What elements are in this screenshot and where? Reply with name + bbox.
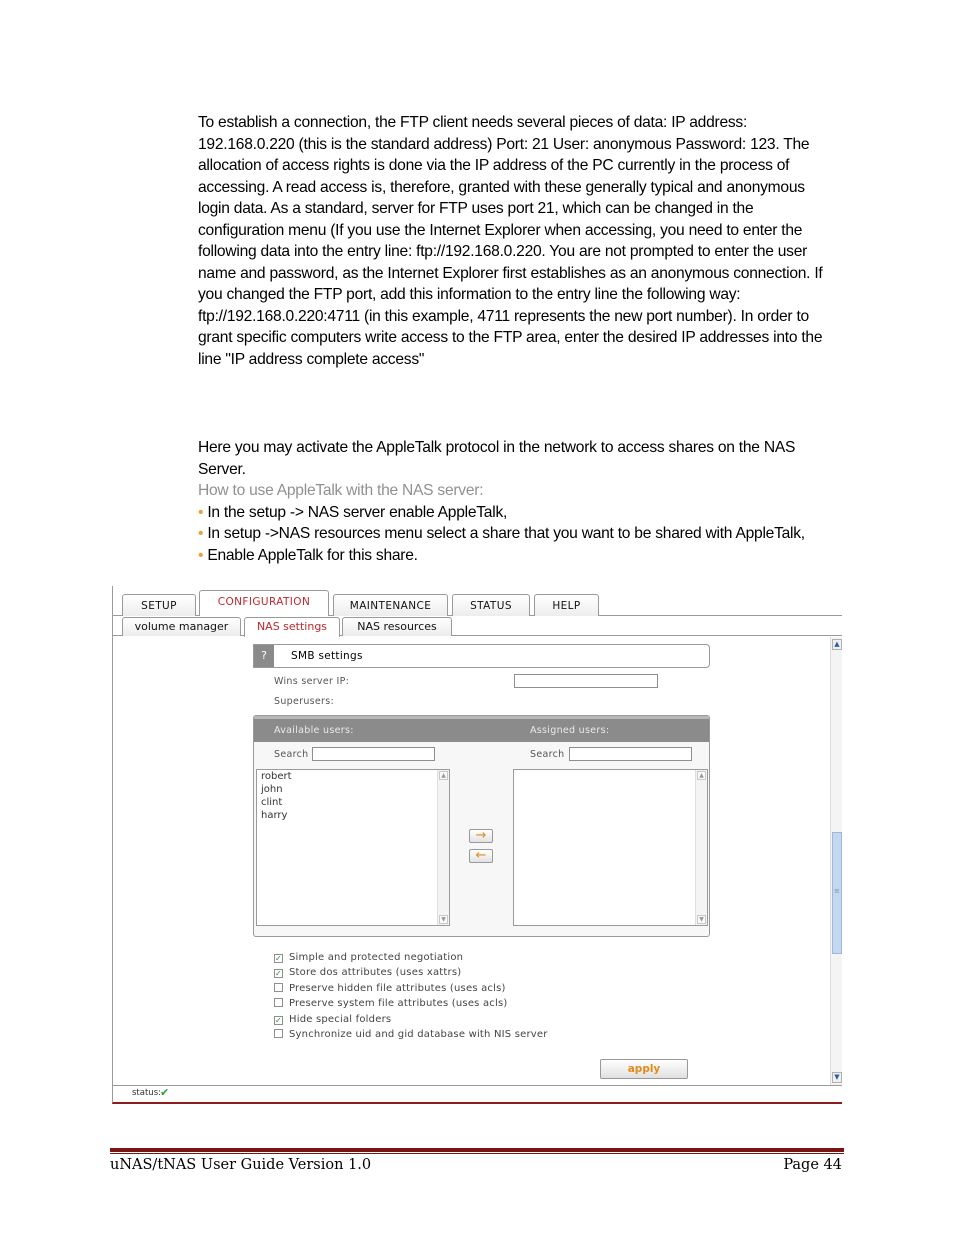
help-icon[interactable]: ?	[254, 645, 274, 667]
available-users-list[interactable]	[256, 769, 450, 926]
status-bar	[113, 1085, 842, 1102]
option-preserve-system[interactable]: Preserve system file attributes (uses acls)	[274, 998, 507, 1009]
scroll-down-icon[interactable]: ▼	[697, 915, 706, 924]
assigned-users-label: Assigned users:	[530, 725, 610, 736]
check-icon: ✔	[160, 1086, 170, 1099]
tab-help[interactable]: HELP	[534, 594, 599, 616]
search-label: Search	[530, 749, 565, 760]
tab-setup[interactable]: SETUP	[122, 594, 196, 616]
wins-server-input[interactable]	[514, 674, 658, 688]
bullet-icon: •	[198, 503, 204, 521]
superusers-label: Superusers:	[274, 696, 335, 707]
option-simple-protected-negotiation[interactable]: ✓ Simple and protected negotiation	[275, 952, 464, 963]
sub-tab-bar	[113, 616, 842, 636]
subtab-nas-settings[interactable]: NAS settings	[244, 617, 340, 637]
footer-doc-title: uNAS/tNAS User Guide Version 1.0	[110, 1157, 372, 1173]
list-item[interactable]: harry	[261, 810, 288, 821]
subtab-volume-manager[interactable]: volume manager	[122, 617, 241, 636]
bullet-item: • Enable AppleTalk for this share.	[198, 546, 418, 564]
ftp-connection-paragraph: To establish a connection, the FTP client needs several pieces of data: IP address: 192.168.0.220 (this is the standard address) Port: 21 User: anonymous Password: 123. The allocation of access rights is done via the IP address of the PC currently in the process of accessing. A read access is, therefore, granted with these generally typical and anonymous login data. As a standard, server for FTP uses port 21, which can be changed in the configuration menu (If you use the Internet Explorer when accessing, you need to enter the following data into the entry line: ftp://192.168.0.220. You are not prompted to enter the user name and password, as the Internet Explorer first establishes as an anonymous connection. If you changed the FTP port, add this information to the entry line the following way: ftp://192.168.0.220:4711 (in this example, 4711 represents the new port number). In order to grant specific computers write access to the FTP area, enter the desired IP addresses into the line "IP address complete access"	[198, 114, 823, 368]
page-scrollbar[interactable]	[830, 637, 842, 1085]
bullet-icon: •	[198, 525, 204, 542]
status-label: status:	[132, 1088, 161, 1098]
section-title: SMB settings	[291, 650, 363, 662]
checkbox[interactable]: ✓	[275, 954, 282, 963]
checkbox[interactable]	[274, 1029, 283, 1038]
available-search-input[interactable]	[312, 747, 435, 761]
tab-configuration[interactable]: CONFIGURATION	[199, 590, 329, 616]
list-item[interactable]: clint	[261, 797, 283, 808]
assigned-search-input[interactable]	[569, 747, 692, 761]
users-panel-header	[254, 716, 709, 742]
bullet-item: • In setup ->NAS resources menu select a share that you want to be shared with AppleTalk,	[198, 525, 805, 542]
search-label: Search	[274, 749, 309, 760]
scroll-up-icon[interactable]: ▲	[697, 771, 706, 780]
list-item[interactable]: robert	[261, 771, 292, 782]
option-store-dos-attributes[interactable]: ✓ Store dos attributes (uses xattrs)	[275, 967, 462, 978]
tab-status[interactable]: STATUS	[452, 594, 530, 616]
option-hide-special-folders[interactable]: ✓ Hide special folders	[275, 1014, 392, 1025]
nas-settings-screenshot	[112, 586, 842, 1104]
settings-content	[113, 637, 829, 1085]
checkbox[interactable]: ✓	[275, 1016, 282, 1025]
smb-settings-header	[253, 644, 710, 668]
footer-rule	[110, 1153, 844, 1154]
bullet-item: • In the setup -> NAS server enable AppleTalk,	[198, 503, 508, 521]
grip-icon: ≡	[834, 887, 840, 895]
footer-rule	[110, 1148, 844, 1152]
scroll-up-icon[interactable]: ▲	[439, 771, 448, 780]
main-tab-bar	[113, 590, 842, 616]
list-scrollbar[interactable]	[695, 770, 707, 925]
assigned-users-list[interactable]	[513, 769, 708, 926]
move-right-button[interactable]: →	[469, 829, 493, 843]
bullet-icon: •	[198, 546, 204, 564]
wins-server-label: Wins server IP:	[274, 676, 350, 687]
appletalk-section	[198, 437, 840, 566]
available-users-label: Available users:	[274, 725, 354, 736]
apply-button[interactable]: apply	[600, 1059, 688, 1079]
appletalk-howto-heading: How to use AppleTalk with the NAS server:	[198, 482, 484, 499]
move-left-button[interactable]: ←	[469, 849, 493, 863]
subtab-nas-resources[interactable]: NAS resources	[342, 617, 452, 636]
list-item[interactable]: john	[261, 784, 283, 795]
scroll-up-icon[interactable]: ▲	[832, 639, 842, 650]
checkbox[interactable]: ✓	[275, 969, 282, 978]
checkbox[interactable]	[274, 998, 283, 1007]
option-preserve-hidden[interactable]: Preserve hidden file attributes (uses acls)	[274, 983, 506, 994]
scroll-down-icon[interactable]: ▼	[832, 1072, 842, 1083]
scrollbar-thumb[interactable]	[832, 832, 842, 954]
appletalk-intro: Here you may activate the AppleTalk protocol in the network to access shares on the NAS Server.	[198, 439, 796, 478]
tab-maintenance[interactable]: MAINTENANCE	[333, 594, 448, 616]
option-sync-nis[interactable]: Synchronize uid and gid database with NIS server	[274, 1029, 548, 1040]
list-scrollbar[interactable]	[437, 770, 449, 925]
superusers-panel	[253, 715, 710, 937]
footer-page-number: Page 44	[783, 1157, 842, 1173]
checkbox[interactable]	[274, 983, 283, 992]
scroll-down-icon[interactable]: ▼	[439, 915, 448, 924]
